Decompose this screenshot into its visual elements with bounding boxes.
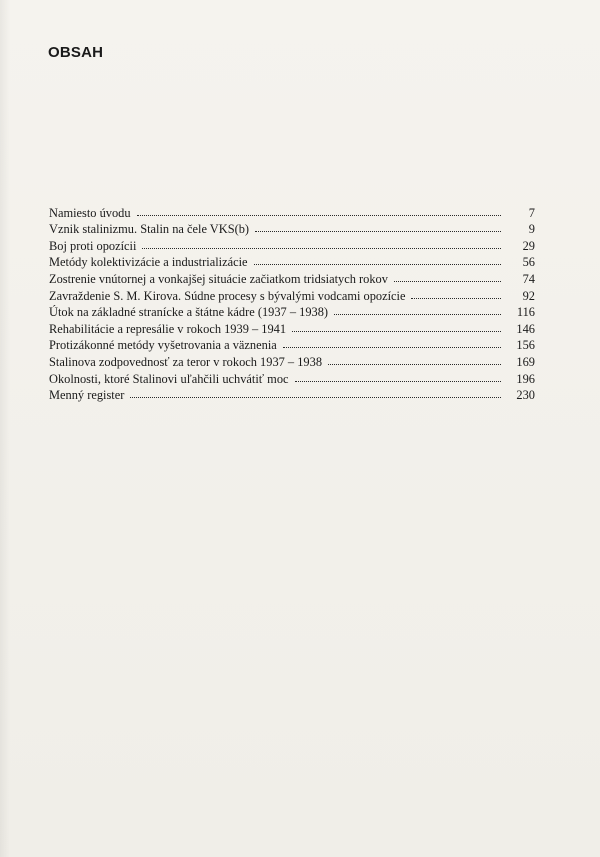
toc-entry <box>49 269 535 286</box>
dot-leader <box>137 215 501 216</box>
toc-entry-title: Metódy kolektivizácie a industrializácie <box>49 255 248 270</box>
toc-entry-title: Útok na základné stranícke a štátne kádre (1937 – 1938) <box>49 305 329 320</box>
toc-entry <box>49 386 535 403</box>
toc-entry-page: 7 <box>528 205 535 220</box>
dot-leader <box>411 298 501 299</box>
toc-entry-title: Menný register <box>49 388 125 403</box>
toc-entry-page: 146 <box>516 321 535 336</box>
toc-entry-title: Okolnosti, ktoré Stalinovi uľahčili uchvátiť moc <box>49 371 289 386</box>
toc-entry-page: 74 <box>522 271 535 286</box>
toc-entry <box>49 319 535 336</box>
dot-leader <box>292 331 501 332</box>
dot-leader <box>254 264 501 265</box>
toc-entry-title: Stalinova zodpovednosť za teror v rokoch 1937 – 1938 <box>49 354 323 369</box>
dot-leader <box>283 347 501 348</box>
dot-leader <box>295 381 501 382</box>
dot-leader <box>130 397 501 398</box>
toc-entry-page: 156 <box>516 338 535 353</box>
toc-entry <box>49 303 535 320</box>
toc-entry-page: 9 <box>528 222 535 237</box>
toc-entry-page: 92 <box>522 288 535 303</box>
toc-entry <box>49 203 535 220</box>
dot-leader <box>394 281 501 282</box>
toc-entry-page: 116 <box>516 305 535 320</box>
toc-entry <box>49 286 535 303</box>
toc-entry-page: 29 <box>522 238 535 253</box>
toc-entry <box>49 369 535 386</box>
toc-entry-title: Zostrenie vnútornej a vonkajšej situácie začiatkom tridsiatych rokov <box>49 271 388 286</box>
toc-entry-page: 196 <box>516 371 535 386</box>
toc-entry <box>49 220 535 237</box>
toc-entry <box>49 352 535 369</box>
toc-entry-title: Boj proti opozícii <box>49 238 137 253</box>
toc-entry-title: Rehabilitácie a represálie v rokoch 1939 – 1941 <box>49 321 287 336</box>
dot-leader <box>255 231 501 232</box>
toc-entry-page: 56 <box>522 255 535 270</box>
table-of-contents <box>49 203 535 402</box>
page-title: OBSAH <box>48 44 104 61</box>
toc-entry-page: 169 <box>516 354 535 369</box>
toc-entry <box>49 253 535 270</box>
toc-entry <box>49 336 535 353</box>
dot-leader <box>328 364 501 365</box>
dot-leader <box>142 248 501 249</box>
toc-entry-title: Zavraždenie S. M. Kirova. Súdne procesy s bývalými vodcami opozície <box>49 288 406 303</box>
toc-entry-page: 230 <box>516 388 535 403</box>
toc-entry-title: Vznik stalinizmu. Stalin na čele VKS(b) <box>49 222 250 237</box>
toc-entry <box>49 236 535 253</box>
toc-entry-title: Protizákonné metódy vyšetrovania a väznenia <box>49 338 277 353</box>
toc-entry-title: Namiesto úvodu <box>49 205 131 220</box>
dot-leader <box>334 314 501 315</box>
